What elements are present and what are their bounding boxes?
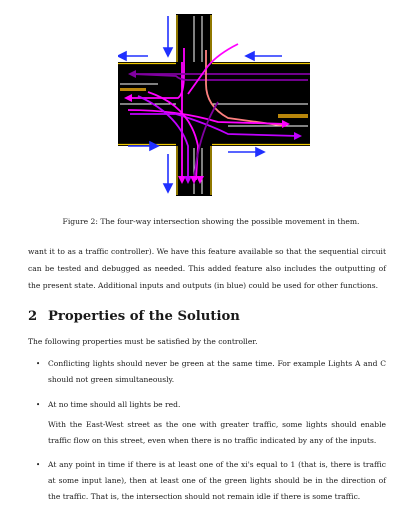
section-heading: [28, 309, 386, 324]
bullet-text: Conflicting lights should never be green at the same time. For example Lights A and C should not green simultaneously.: [48, 359, 386, 384]
stop-bar-west: [120, 88, 146, 91]
bullet-icon: •: [36, 401, 41, 409]
bullet-text: At any point in time if there is at least one of the xi's equal to 1 (that is, there is traffic at some input lane), then at least one of the green lights should be in the direction of the traffic. That is, the intersection should not remain idle if there is some traffic.: [48, 460, 386, 501]
bullet-icon: •: [36, 360, 41, 368]
stop-bar-east: [278, 114, 308, 118]
continuation-paragraph: want it to as a traffic controller). We have this feature available so that the sequential circuit can be tested and debugged as needed. This added feature also includes the outputting of the present state. Additional inputs and outputs (in blue) could be used for other functions.: [28, 247, 386, 290]
properties-list: [28, 356, 386, 505]
list-item: [28, 397, 386, 449]
figure-caption: Figure 2: The four-way intersection showing the possible movement in them.: [62, 217, 360, 226]
bullet-text: At no time should all lights be red.: [48, 400, 181, 409]
bullet-subtext: With the East-West street as the one with greater traffic, some lights should enable traffic flow on this street, even when there is no traffic indicated by any of the inputs.: [48, 420, 386, 445]
section-title: Properties of the Solution: [48, 309, 240, 324]
intersection-figure: [118, 14, 310, 196]
list-item: [28, 457, 386, 505]
section-intro: The following properties must be satisfied by the controller.: [28, 337, 258, 346]
intersection-diagram: [118, 14, 310, 196]
list-item: [28, 356, 386, 388]
section-number: 2: [28, 309, 38, 324]
bullet-icon: •: [36, 461, 41, 469]
